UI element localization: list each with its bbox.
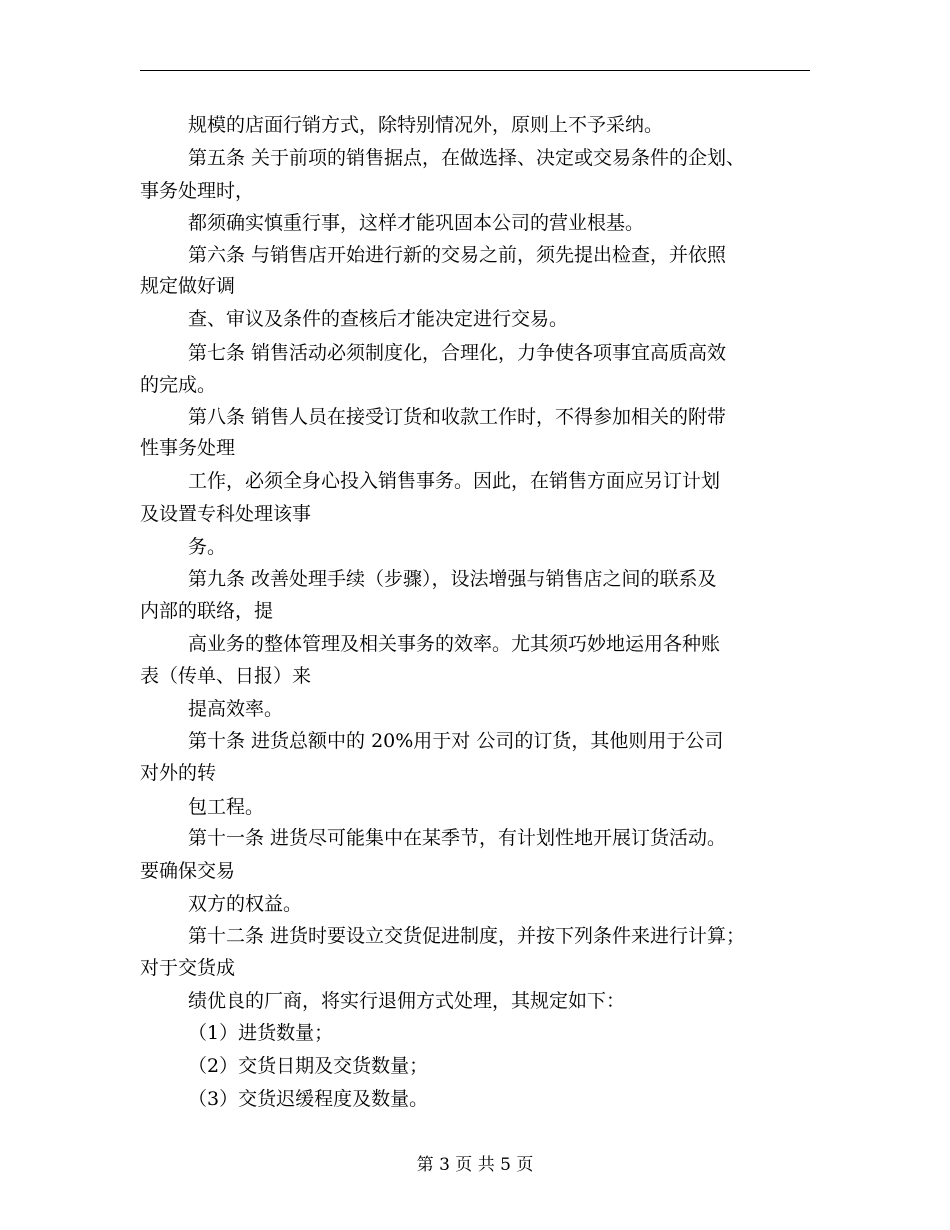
text-line-16: 内部的联络，提 [140, 600, 274, 622]
text-line-1: 规模的店面行销方式，除特别情况外，原则上不予采纳。 [188, 114, 664, 136]
text-line-20: 第十条 进货总额中的 20%用于对 公司的订货，其他则用于公司 [188, 730, 724, 752]
text-line-29: （1）进货数量； [188, 1022, 334, 1044]
text-line-27: 对于交货成 [140, 957, 236, 979]
text-line-28: 绩优良的厂商，将实行退佣方式处理，其规定如下： [188, 990, 626, 1012]
text-line-31: （3）交货迟缓程度及数量。 [188, 1088, 429, 1110]
text-line-26: 第十二条 进货时要设立交货促进制度，并按下列条件来进行计算； [188, 925, 746, 947]
text-line-12: 工作，必须全身心投入销售事务。因此，在销售方面应另订计划 [188, 470, 721, 492]
text-line-11: 性事务处理 [140, 437, 236, 459]
text-line-9: 的完成。 [140, 374, 217, 396]
text-line-19: 提高效率。 [188, 698, 284, 720]
text-line-7: 查、审议及条件的查核后才能决定进行交易。 [188, 308, 569, 330]
text-line-3: 事务处理时， [140, 180, 255, 202]
page-number-footer: 第 3 页 共 5 页 [416, 1155, 534, 1175]
text-line-5: 第六条 与销售店开始进行新的交易之前，须先提出检查，并依照 [188, 244, 727, 266]
text-line-24: 要确保交易 [140, 860, 236, 882]
text-line-6: 规定做好调 [140, 275, 236, 297]
text-line-18: 表（传单、日报）来 [140, 665, 312, 687]
text-line-13: 及设置专科处理该事 [140, 503, 312, 525]
header-rule [140, 70, 810, 71]
text-line-21: 对外的转 [140, 762, 217, 784]
text-line-10: 第八条 销售人员在接受订货和收款工作时，不得参加相关的附带 [188, 406, 727, 428]
text-line-23: 第十一条 进货尽可能集中在某季节，有计划性地开展订货活动。 [188, 827, 727, 849]
text-line-25: 双方的权益。 [188, 893, 303, 915]
text-line-15: 第九条 改善处理手续（步骤），设法增强与销售店之间的联系及 [188, 568, 717, 590]
text-line-14: 务。 [188, 536, 227, 558]
text-line-22: 包工程。 [188, 796, 265, 818]
text-line-4: 都须确实慎重行事，这样才能巩固本公司的营业根基。 [188, 212, 645, 234]
text-line-30: （2）交货日期及交货数量； [188, 1055, 429, 1077]
text-line-2: 第五条 关于前项的销售据点，在做选择、决定或交易条件的企划、 [188, 147, 746, 169]
text-line-8: 第七条 销售活动必须制度化，合理化，力争使各项事宜高质高效 [188, 342, 727, 364]
text-line-17: 高业务的整体管理及相关事务的效率。尤其须巧妙地运用各种账 [188, 633, 721, 655]
